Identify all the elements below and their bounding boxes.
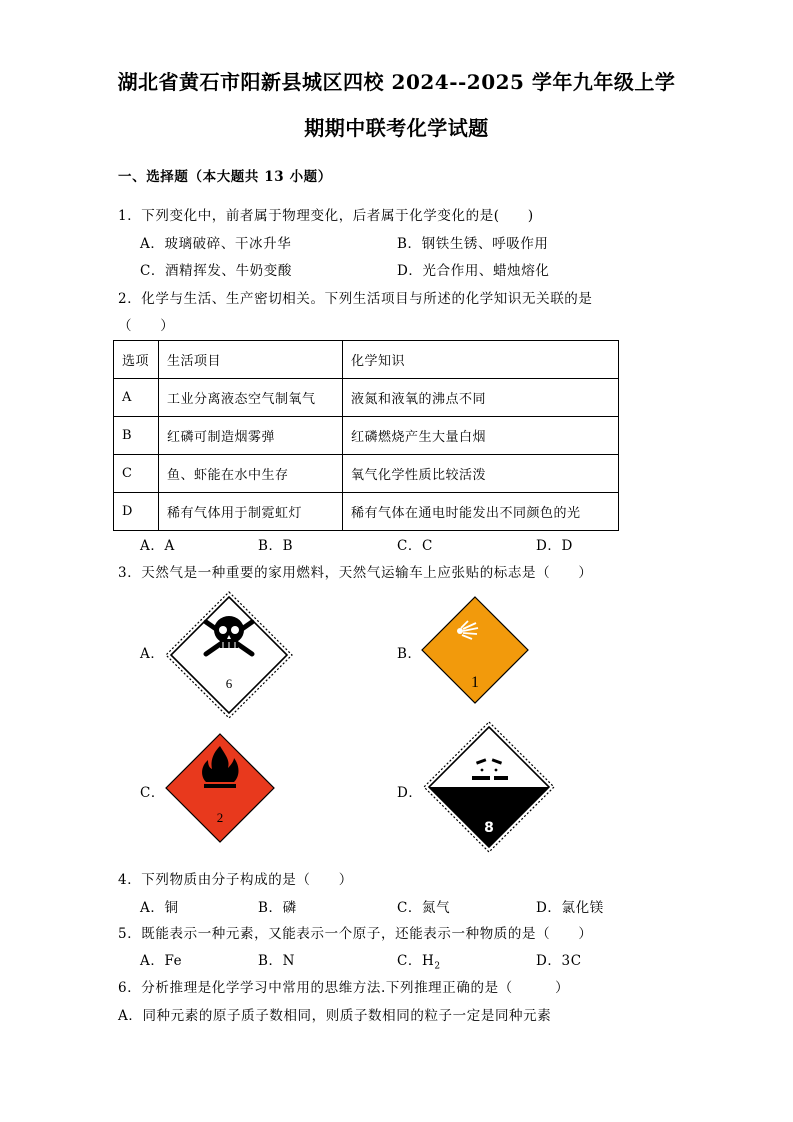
table-cell: B bbox=[114, 417, 159, 455]
sign-number: 6 bbox=[225, 676, 233, 691]
table-header-cell: 选项 bbox=[114, 341, 159, 379]
sign-number: 1 bbox=[471, 674, 479, 691]
q2-stem-cont: （ ） bbox=[118, 318, 175, 334]
q3-option-c: C． bbox=[140, 785, 166, 801]
table-cell: 红磷燃烧产生大量白烟 bbox=[343, 417, 619, 455]
q2-table bbox=[113, 340, 619, 531]
q3-option-a: A． bbox=[140, 646, 165, 662]
q2-stem: 2．化学与生活、生产密切相关。下列生活项目与所述的化学知识无关联的是 bbox=[118, 291, 593, 307]
q2-option-b: B．B bbox=[258, 538, 294, 554]
table-header-cell: 化学知识 bbox=[343, 341, 619, 379]
sign-number: 2 bbox=[216, 810, 224, 825]
table-cell: 工业分离液态空气制氧气 bbox=[159, 379, 343, 417]
table-cell: 红磷可制造烟雾弹 bbox=[159, 417, 343, 455]
q6-option-a: A．同种元素的原子质子数相同，则质子数相同的粒子一定是同种元素 bbox=[118, 1008, 552, 1024]
sign-explosive bbox=[420, 595, 530, 705]
table-row bbox=[114, 493, 619, 531]
table-cell: D bbox=[114, 493, 159, 531]
q6-stem: 6．分析推理是化学学习中常用的思维方法.下列推理正确的是（ ） bbox=[118, 980, 570, 996]
sign-flammable-gas bbox=[164, 732, 276, 844]
q1-option-a: A．玻璃破碎、干冰升华 bbox=[140, 236, 292, 252]
q5-option-d: D．3C bbox=[536, 953, 582, 969]
table-header-row bbox=[114, 341, 619, 379]
table-row bbox=[114, 379, 619, 417]
q5-option-c-subscript: 2 bbox=[434, 961, 441, 972]
q1-stem: 1．下列变化中，前者属于物理变化，后者属于化学变化的是( ) bbox=[118, 208, 534, 224]
exam-title-line1: 湖北省黄石市阳新县城区四校 2024--2025 学年九年级上学 bbox=[117, 70, 676, 94]
q5-option-c bbox=[397, 949, 441, 972]
q4-stem: 4．下列物质由分子构成的是（ ） bbox=[118, 872, 353, 888]
q1-option-d: D．光合作用、蜡烛熔化 bbox=[397, 263, 550, 279]
table-row bbox=[114, 455, 619, 493]
sign-corrosive bbox=[422, 720, 556, 854]
q5-option-a: A．Fe bbox=[140, 953, 183, 969]
table-cell: 鱼、虾能在水中生存 bbox=[159, 455, 343, 493]
q3-option-b: B． bbox=[397, 646, 422, 662]
q4-option-a: A．铜 bbox=[140, 900, 179, 916]
exam-title-line2: 期期中联考化学试题 bbox=[304, 116, 489, 140]
sign-toxic bbox=[164, 590, 294, 720]
table-cell: A bbox=[114, 379, 159, 417]
sign-number: 8 bbox=[484, 820, 494, 836]
q4-option-c: C．氮气 bbox=[397, 900, 451, 916]
q1-option-b: B．钢铁生锈、呼吸作用 bbox=[397, 236, 549, 252]
q2-option-d: D．D bbox=[536, 538, 573, 554]
table-header-cell: 生活项目 bbox=[159, 341, 343, 379]
q5-stem: 5．既能表示一种元素，又能表示一个原子，还能表示一种物质的是（ ） bbox=[118, 926, 593, 942]
q3-stem: 3．天然气是一种重要的家用燃料，天然气运输车上应张贴的标志是（ ） bbox=[118, 565, 593, 581]
q5-option-c-text: C．H bbox=[397, 953, 435, 969]
section-heading: 一、选择题（本大题共 13 小题） bbox=[118, 169, 332, 185]
table-cell: 稀有气体用于制霓虹灯 bbox=[159, 493, 343, 531]
q3-option-d: D． bbox=[397, 785, 423, 801]
q1-option-c: C．酒精挥发、牛奶变酸 bbox=[140, 263, 292, 279]
table-row bbox=[114, 417, 619, 455]
table-cell: 氧气化学性质比较活泼 bbox=[343, 455, 619, 493]
q2-option-a: A．A bbox=[140, 538, 175, 554]
q4-option-b: B．磷 bbox=[258, 900, 297, 916]
table-cell: C bbox=[114, 455, 159, 493]
table-cell: 稀有气体在通电时能发出不同颜色的光 bbox=[343, 493, 619, 531]
table-cell: 液氮和液氧的沸点不同 bbox=[343, 379, 619, 417]
q4-option-d: D．氯化镁 bbox=[536, 900, 604, 916]
q2-option-c: C．C bbox=[397, 538, 433, 554]
q5-option-b: B．N bbox=[258, 953, 296, 969]
